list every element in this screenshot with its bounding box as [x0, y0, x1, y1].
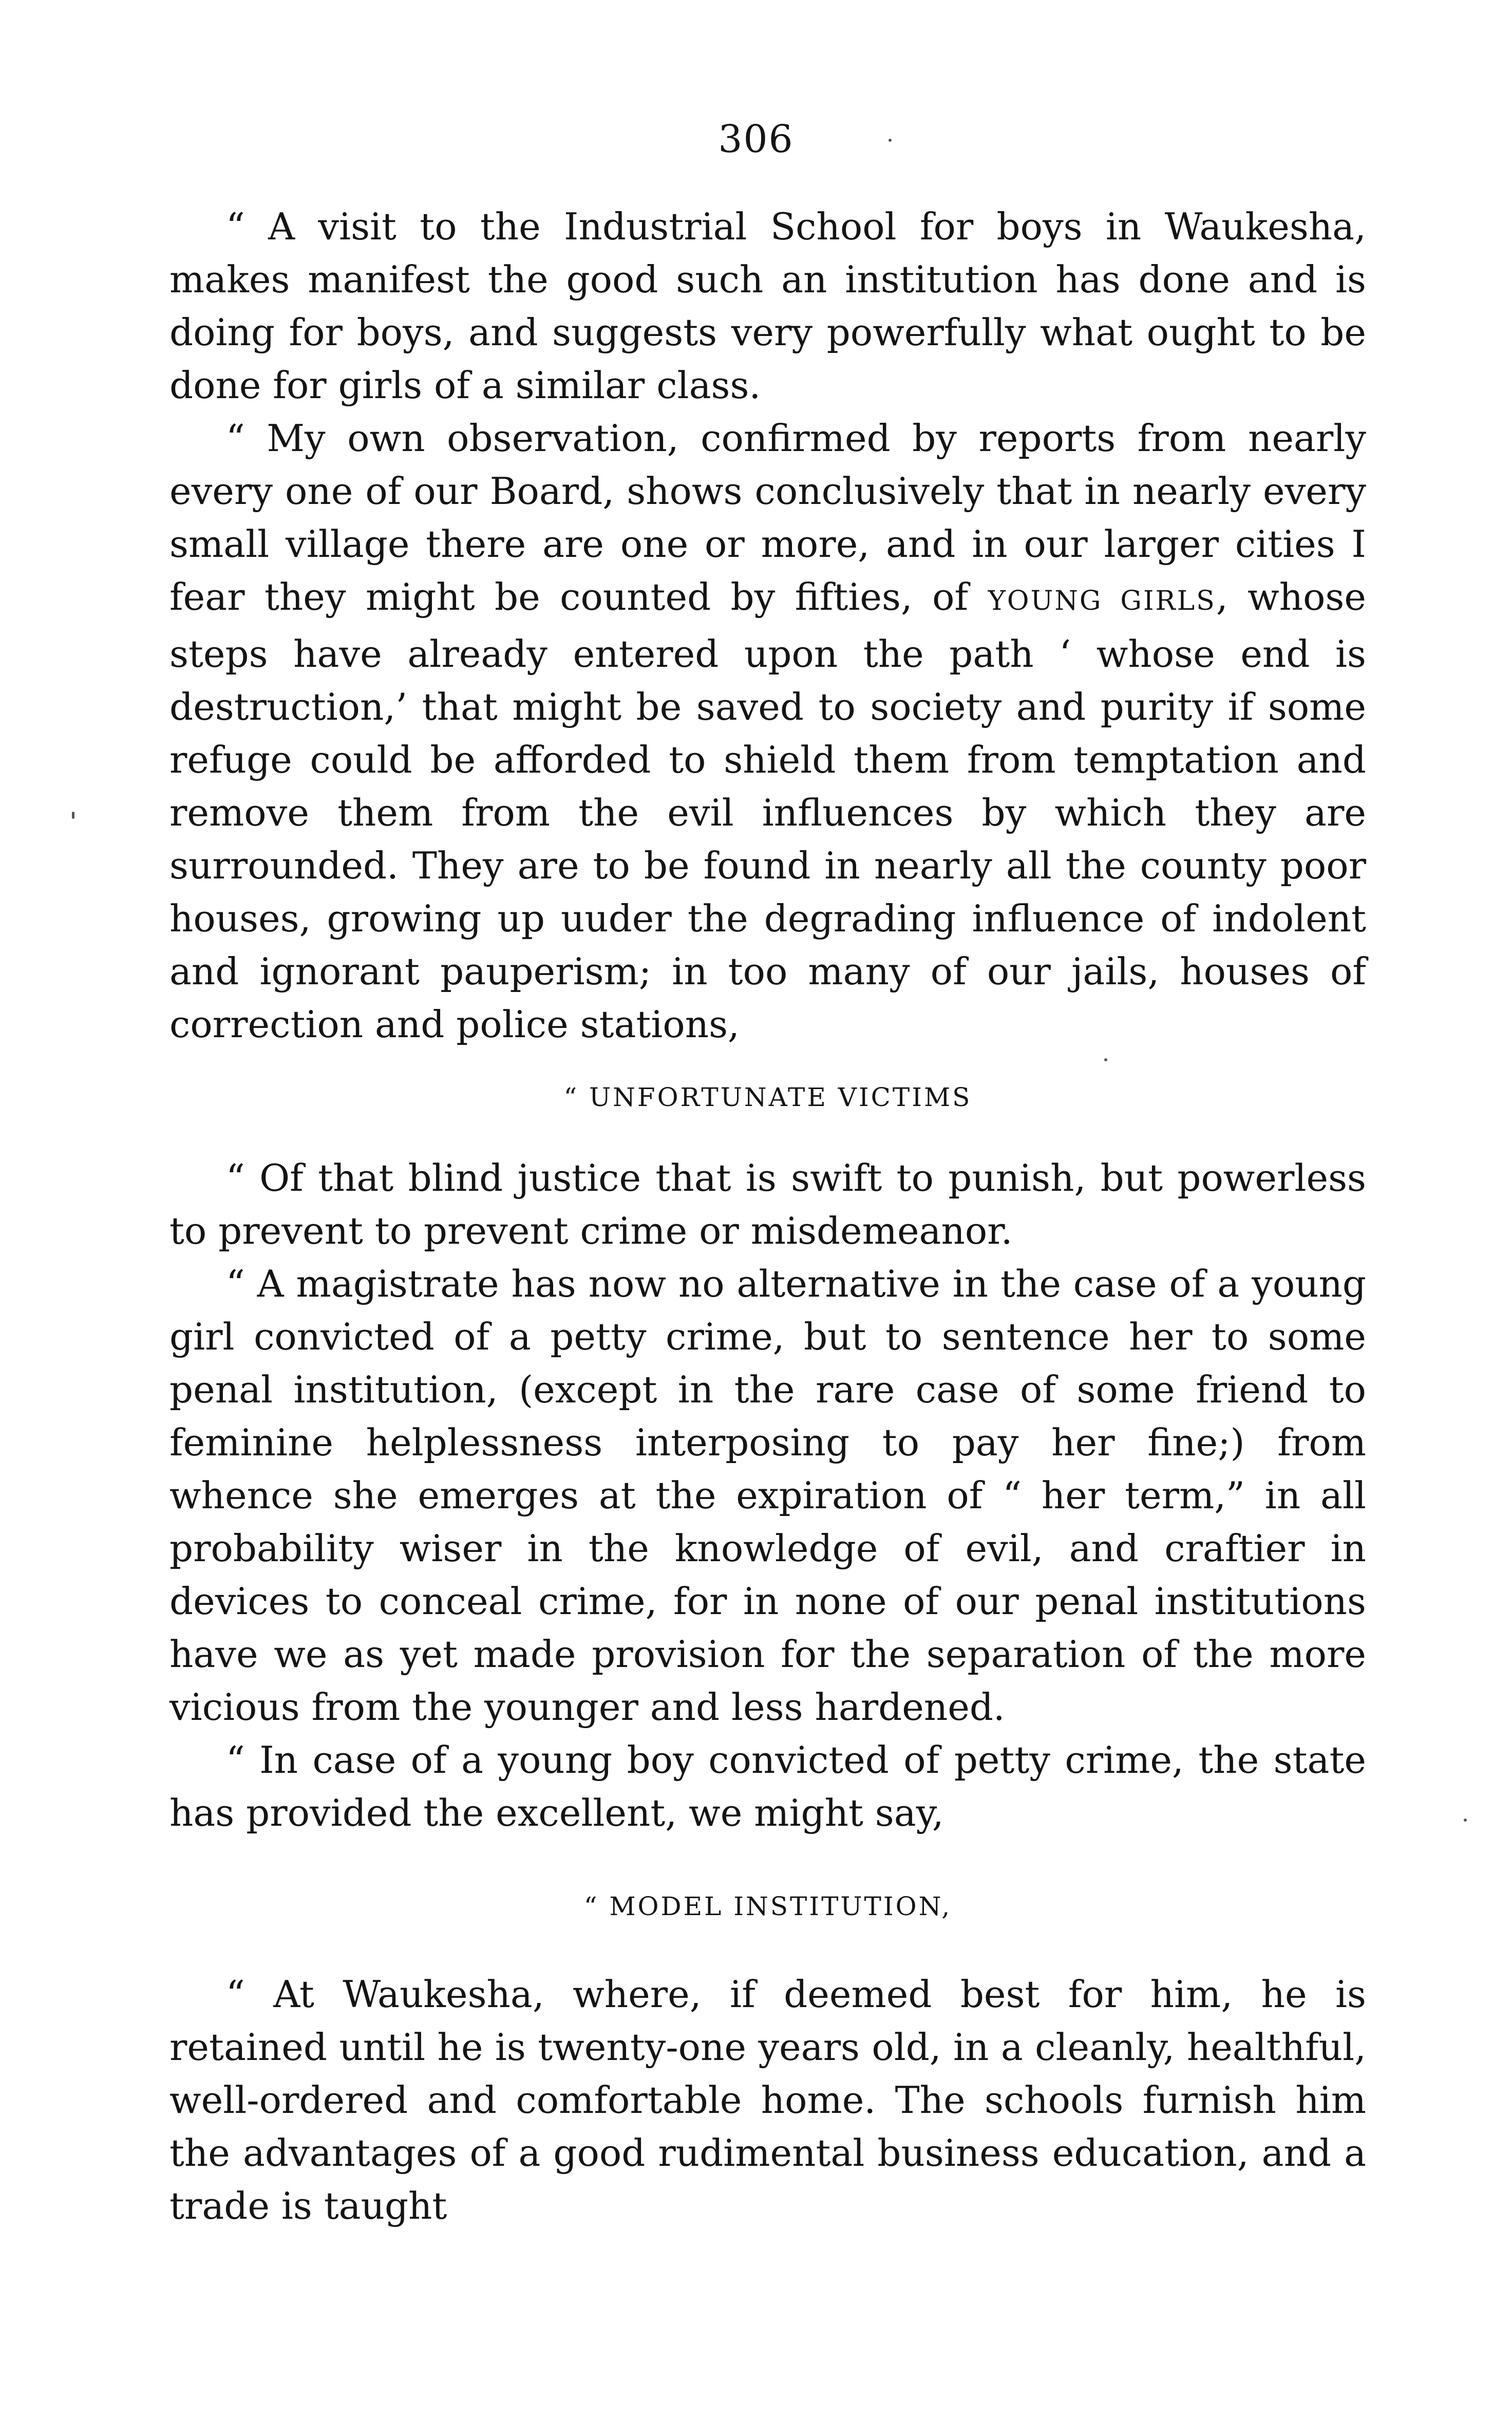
body-text — [169, 200, 1366, 2233]
paragraph-industrial-school: “ A visit to the Industrial School for boys in Waukesha, makes manifest the good such an institution has done and is doing for boys, and suggests very powerfully what ought to be done for girls of a similar class. — [169, 205, 1366, 407]
paragraph-observation — [169, 412, 1366, 1051]
paragraph-blind-justice: “ Of that blind justice that is swift to punish, but powerless to prevent to prevent crime or misdemeanor. — [169, 1156, 1366, 1252]
heading-unfortunate-victims: “ UNFORTUNATE VICTIMS — [563, 1082, 972, 1112]
heading-model-institution: “ MODEL INSTITUTION, — [583, 1891, 952, 1921]
print-speck — [72, 812, 74, 819]
print-speck — [889, 139, 892, 142]
print-speck — [1104, 1058, 1107, 1061]
paragraph-young-boy: “ In case of a young boy convicted of petty crime, the state has provided the excellent, we might say, — [169, 1738, 1366, 1834]
print-speck — [1464, 1819, 1467, 1822]
paragraph-observation-after: , whose steps have already entered upon the path ‘ whose end is destruction,’ that might be saved to society and purity if some refuge could be afforded to shield them from temptation and remove them from the evil influences by which they are surrounded. They are to be found in nearly all the county poor houses, growing up uuder the degrading influence of indolent and ignorant pauperism; in too many of our jails, houses of correction and police stations, — [169, 575, 1366, 1046]
paragraph-observation-before: “ My own observation, confirmed by reports from nearly every one of our Board, shows conclusively that in nearly every small village there are one or more, and in our larger cities I fear they might be counted by fifties, of — [169, 417, 1366, 619]
page-number: 306 — [718, 117, 794, 161]
young-girls-smallcaps: YOUNG GIRLS — [988, 586, 1216, 616]
paragraph-waukesha: “ At Waukesha, where, if deemed best for him, he is retained until he is twenty-one years old, in a cleanly, healthful, well-ordered and comfortable home. The schools furnish him the advantages of a good rudimental business education, and a trade is taught — [169, 1973, 1366, 2227]
paragraph-magistrate: “ A magistrate has now no alternative in the case of a young girl convicted of a petty crime, but to sentence her to some penal institution, (except in the rare case of some friend to feminine helplessness interposing to pay her fine;) from whence she emerges at the expiration of “ her term,” in all probability wiser in the knowledge of evil, and craftier in devices to conceal crime, for in none of our penal institutions have we as yet made provision for the separation of the more vicious from the younger and less hardened. — [169, 1262, 1366, 1729]
